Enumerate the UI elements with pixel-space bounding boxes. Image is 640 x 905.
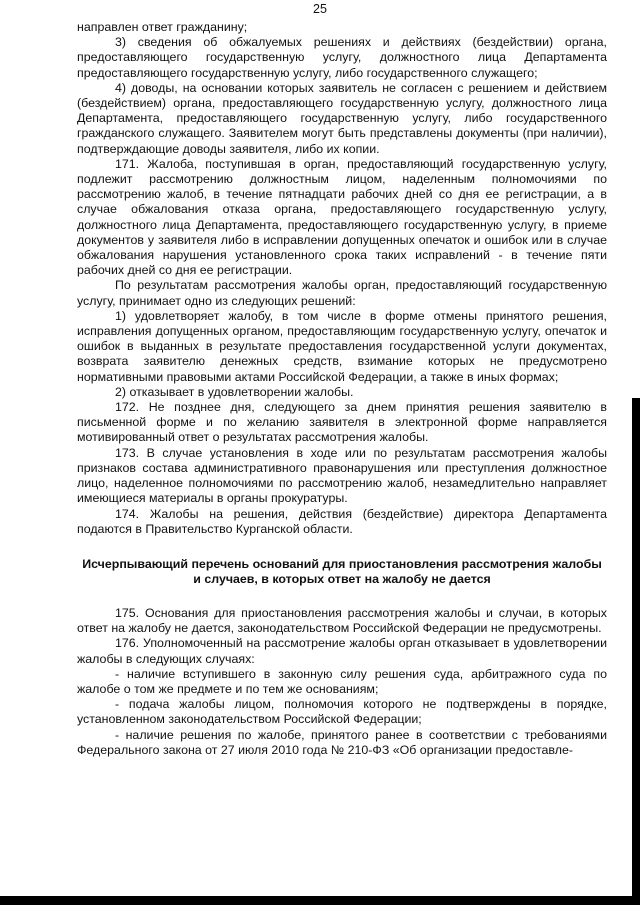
paragraph: 4) доводы, на основании которых заявитель не согласен с решением и действием (бездействием) органа, предоставляющего государственную услугу, должностного лица Департамента, предоставляющего государственную услугу, либо государственного гражданского служащего. Заявителем могут быть представлены документы (при наличии), подтверждающие доводы заявителя, либо их копии.: [77, 80, 607, 156]
paragraph: 173. В случае установления в ходе или по результатам рассмотрения жалобы признаков состава административного правонарушения или преступления должностное лицо, наделенное полномочиями по рассмотрению жалоб, незамедлительно направляет имеющиеся материалы в органы прокуратуры.: [77, 445, 607, 506]
paragraph: - подача жалобы лицом, полномочия которого не подтверждены в порядке, установленном законодательством Российской Федерации;: [77, 697, 607, 727]
scan-edge-bottom: [0, 896, 640, 905]
paragraph: 172. Не позднее дня, следующего за днем принятия решения заявителю в письменной форме и по желанию заявителя в электронной форме направляется мотивированный ответ о результатах рассмотрения жалобы.: [77, 400, 607, 445]
page-number: 25: [313, 2, 327, 16]
scan-edge-right: [632, 398, 640, 905]
paragraph: По результатам рассмотрения жалобы орган, предоставляющий государственную услугу, принимает одно из следующих решений:: [77, 278, 607, 308]
paragraph: направлен ответ гражданину;: [77, 20, 248, 34]
paragraph: 175. Основания для приостановления рассмотрения жалобы и случаи, в которых ответ на жалобу не дается, законодательством Российской Федерации не предусмотрены.: [77, 605, 607, 636]
paragraph: 171. Жалоба, поступившая в орган, предоставляющий государственную услугу, подлежит рассмотрению должностным лицом, наделенным полномочиями по рассмотрению жалоб, в течение пятнадцати рабочих дней со дня ее регистрации, а в случае обжалования отказа органа, предоставляющего государственную услугу, должностного лица Департамента, предоставляющего государственную услугу, в приеме документов у заявителя либо в исправлении допущенных опечаток и ошибок или в случае обжалования нарушения установленного срока таких исправлений - в течение пяти рабочих дней со дня ее регистрации.: [77, 156, 607, 278]
paragraph: - наличие вступившего в законную силу решения суда, арбитражного суда по жалобе о том же предмете и по тем же основаниям;: [77, 666, 607, 696]
paragraph: 176. Уполномоченный на рассмотрение жалобы орган отказывает в удовлетворении жалобы в следующих случаях:: [77, 636, 607, 666]
paragraph: 2) отказывает в удовлетворении жалобы.: [115, 384, 354, 399]
paragraph: 174. Жалобы на решения, действия (бездействие) директора Департамента подаются в Правительство Курганской области.: [77, 506, 607, 536]
paragraph: 3) сведения об обжалуемых решениях и действиях (бездействии) органа, предоставляющего государственную услугу, должностного лица Департамента предоставляющего государственную услугу, либо государственного служащего;: [77, 35, 607, 80]
document-body: [77, 20, 607, 758]
paragraph: - наличие решения по жалобе, принятого ранее в соответствии с требованиями Федерального закона от 27 июля 2010 года № 210-ФЗ «Об организации предоставле-: [77, 727, 607, 757]
paragraph: 1) удовлетворяет жалобу, в том числе в форме отмены принятого решения, исправления допущенных органом, предоставляющим государственную услугу, опечаток и ошибок в выданных в результате предоставления государственной услуги документах, возврата заявителю денежных средств, взимание которых не предусмотрено нормативными правовыми актами Российской Федерации, а также в иных формах;: [77, 308, 607, 384]
section-heading: Исчерпывающий перечень оснований для приостановления рассмотрения жалобы и случаев, в которых ответ на жалобу не дается: [82, 556, 602, 587]
